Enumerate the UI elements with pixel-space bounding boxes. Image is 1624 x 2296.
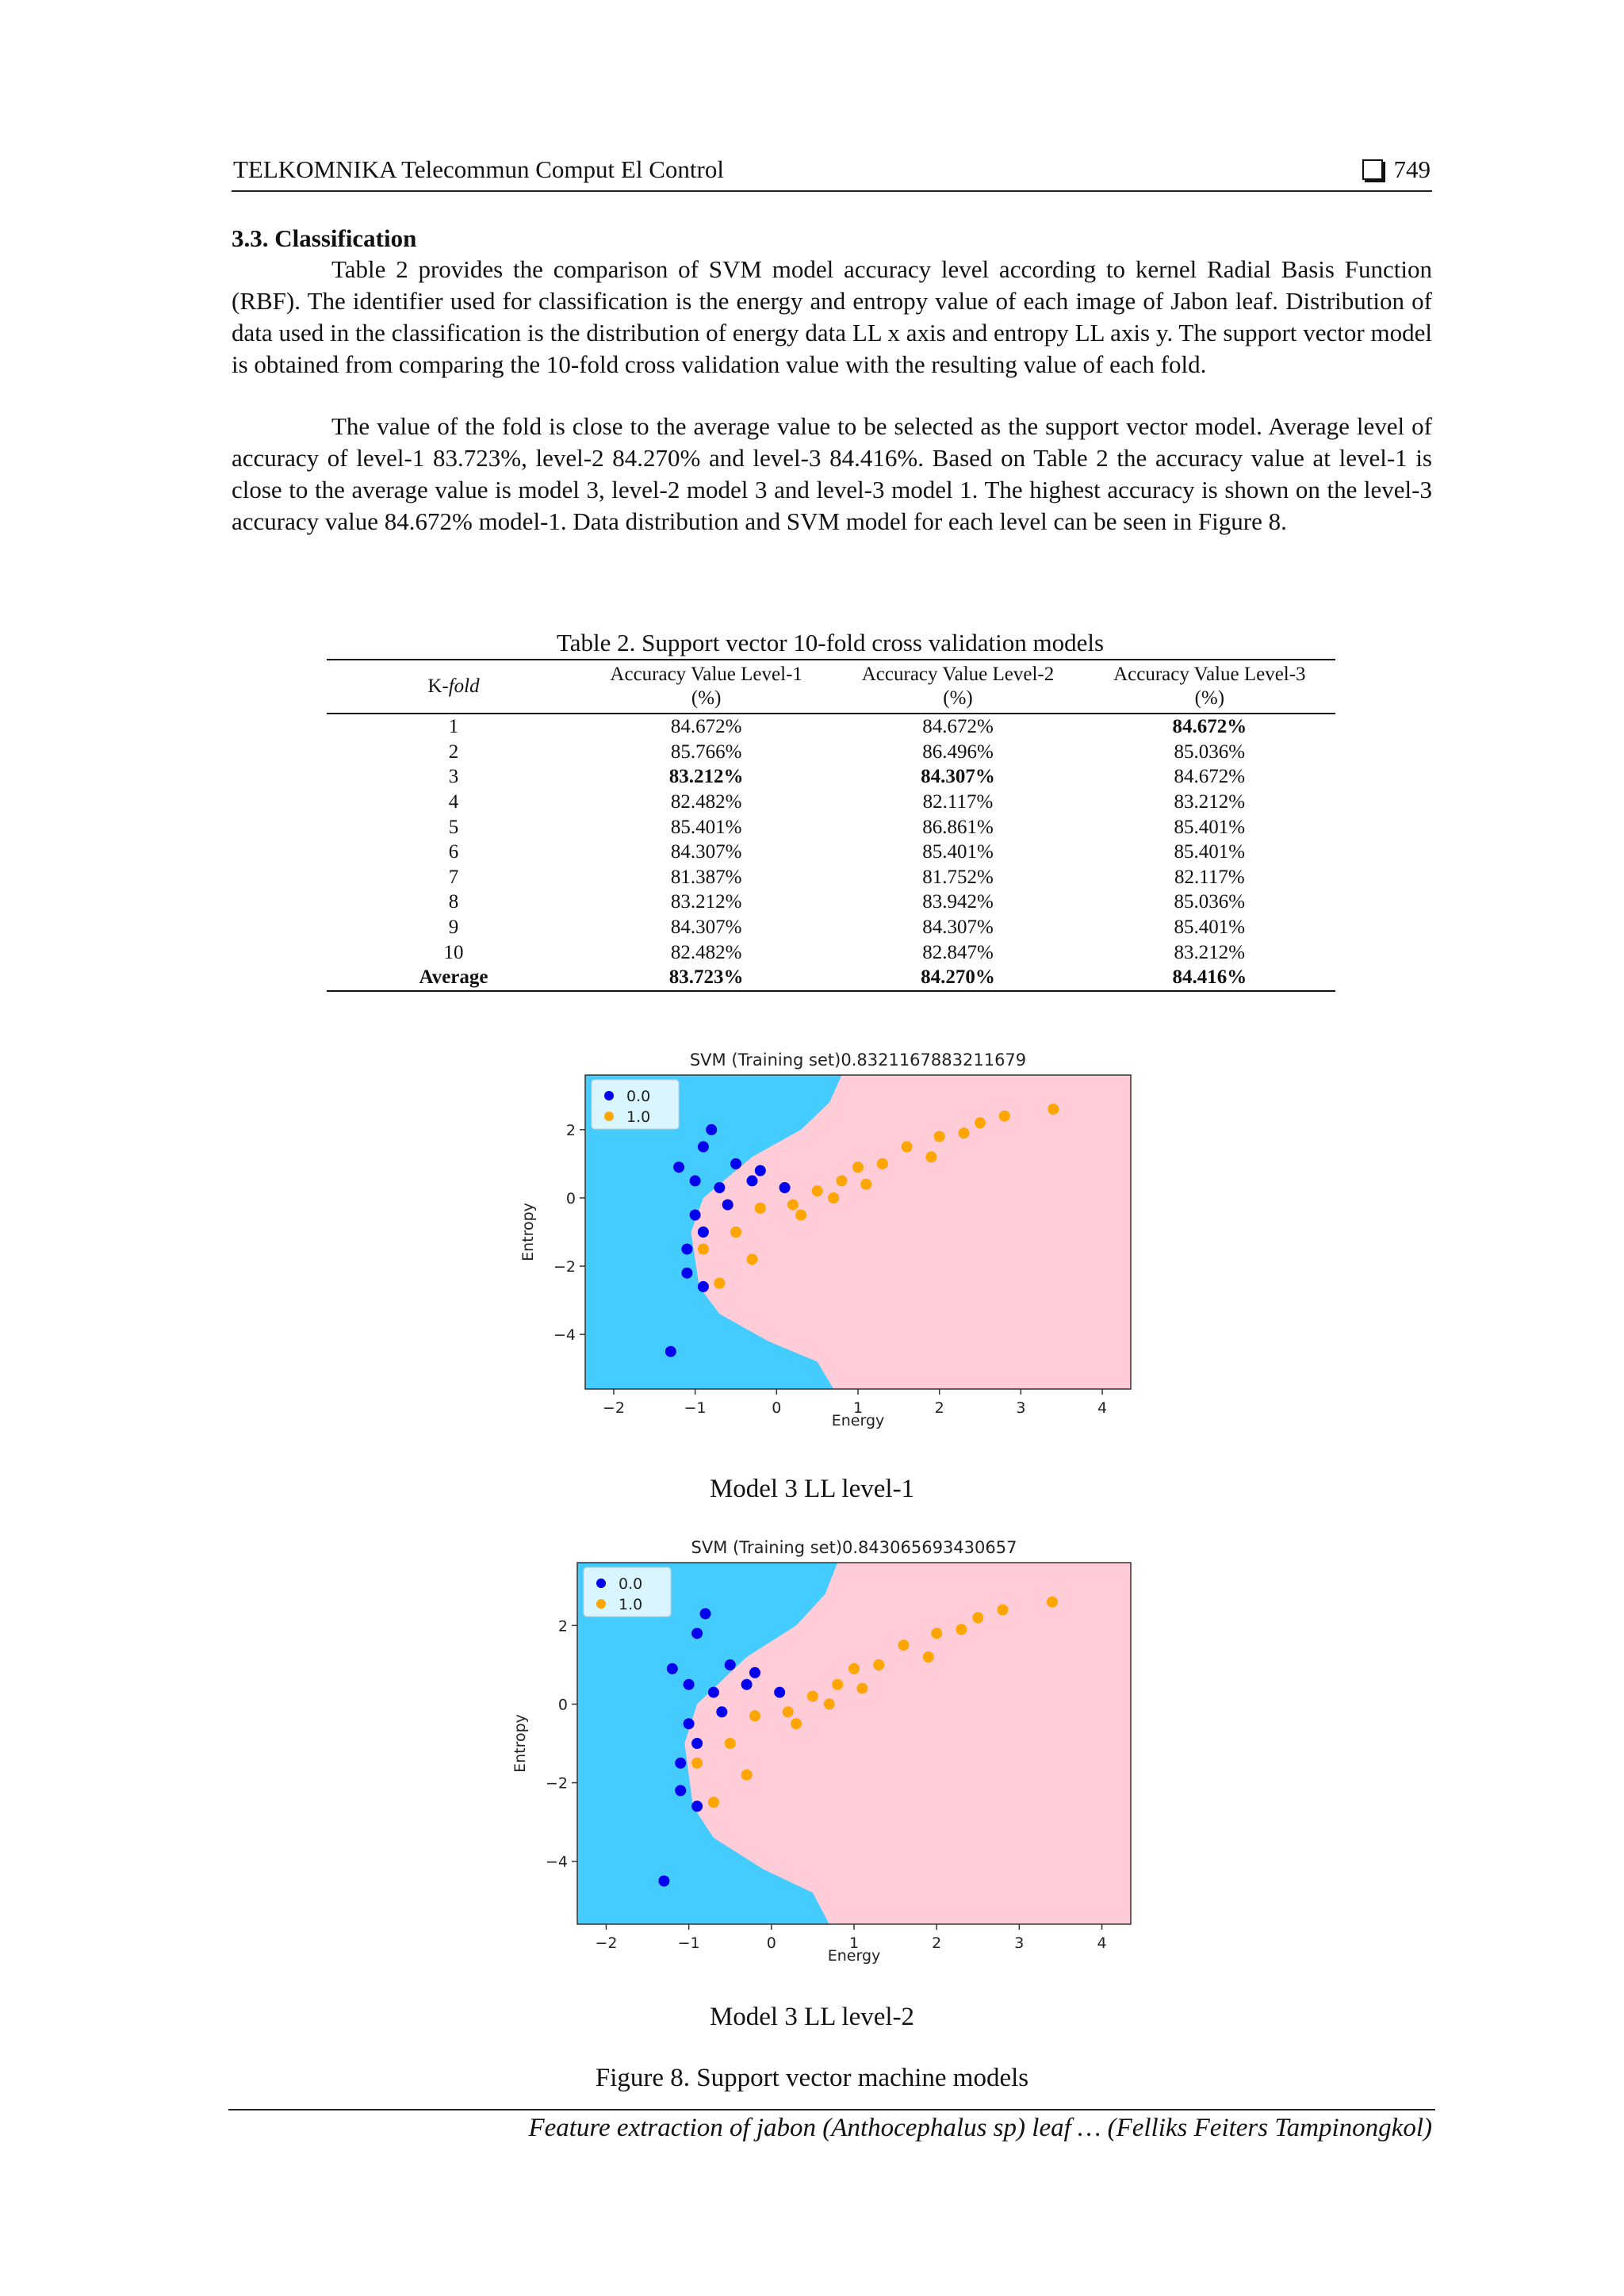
data-point-class-0: [708, 1687, 719, 1698]
accuracy-cell: 82.847%: [922, 941, 994, 963]
legend-label: 0.0: [626, 1088, 651, 1105]
data-point-class-0: [747, 1175, 758, 1186]
data-point-class-1: [998, 1605, 1009, 1616]
data-point-class-0: [673, 1161, 684, 1173]
data-point-class-1: [931, 1628, 942, 1639]
data-point-class-1: [975, 1117, 986, 1128]
data-point-class-1: [848, 1663, 860, 1674]
data-point-class-1: [925, 1151, 936, 1162]
data-point-class-1: [791, 1718, 802, 1729]
y-tick-label: −4: [553, 1326, 576, 1345]
subcaption-level-2: Model 3 LL level-2: [709, 2003, 915, 2031]
data-point-class-1: [959, 1127, 970, 1138]
table-row: [327, 764, 1335, 790]
data-point-class-0: [684, 1679, 695, 1690]
data-point-class-1: [714, 1278, 725, 1289]
x-tick-label: 0: [766, 1934, 776, 1952]
data-point-class-0: [658, 1876, 669, 1887]
data-point-class-0: [690, 1210, 701, 1221]
x-tick-label: 2: [932, 1934, 942, 1952]
page-number: 749: [1393, 155, 1431, 183]
y-axis-label: Entropy: [519, 1203, 537, 1261]
data-point-class-0: [749, 1667, 760, 1678]
data-point-class-1: [691, 1758, 703, 1769]
legend-marker: [596, 1599, 606, 1609]
data-point-class-0: [675, 1758, 686, 1769]
accuracy-cell: 84.307%: [670, 916, 742, 939]
y-tick-label: 0: [565, 1189, 576, 1207]
data-point-class-0: [691, 1628, 703, 1639]
accuracy-cell: 83.212%: [1174, 941, 1246, 963]
data-point-class-0: [698, 1226, 709, 1238]
data-point-class-0: [741, 1679, 753, 1690]
accuracy-cell: 85.036%: [1174, 740, 1246, 763]
header-level-3: Accuracy Value Level-3 (%): [1113, 664, 1306, 709]
table-row: [327, 939, 1335, 965]
legend-label: 1.0: [619, 1596, 643, 1613]
accuracy-cell: 82.482%: [670, 791, 742, 813]
results-table: [327, 659, 1335, 992]
paragraph-2: The value of the fold is close to the average value to be selected as the support vector model. Average level of accuracy of level-1 83.723%, level-2 84.270% and level-3 84.416%. Based on Table 2 the accuracy value at level-1 is close to the average value is model 3, level-2 model 3 and level-3 model 1. The highest accuracy is shown on the level-3 accuracy value 84.672% model-1. Data distribution and SVM model for each level can be seen in Figure 8.: [232, 412, 1432, 535]
x-tick-label: −2: [595, 1934, 618, 1952]
accuracy-cell: 82.117%: [922, 791, 994, 813]
data-point-class-0: [665, 1346, 676, 1357]
kfold-cell: 9: [448, 916, 459, 939]
header-kfold: K-fold: [427, 675, 480, 697]
y-tick-label: 2: [565, 1121, 576, 1139]
section-heading: 3.3. Classification: [232, 224, 417, 252]
accuracy-cell: 84.672%: [922, 716, 994, 738]
table-row: [327, 714, 1335, 740]
accuracy-cell: 81.752%: [922, 866, 994, 888]
x-tick-label: 4: [1097, 1399, 1108, 1417]
data-point-class-1: [783, 1706, 794, 1717]
data-point-class-0: [755, 1165, 766, 1177]
x-tick-label: 4: [1097, 1934, 1107, 1952]
data-point-class-1: [807, 1691, 818, 1702]
data-point-class-0: [691, 1800, 703, 1812]
accuracy-cell: 85.401%: [670, 816, 742, 838]
y-tick-label: −4: [545, 1853, 568, 1871]
journal-title: TELKOMNIKA Telecommun Comput El Control: [233, 155, 724, 183]
kfold-cell: 2: [448, 740, 459, 763]
data-point-class-1: [972, 1612, 983, 1623]
data-point-class-1: [956, 1624, 967, 1635]
data-point-class-1: [824, 1698, 835, 1709]
data-point-class-0: [722, 1200, 733, 1211]
page-number-group: [1362, 155, 1431, 184]
table-caption: Table 2. Support vector 10-fold cross validation models: [556, 629, 1105, 656]
data-point-class-1: [856, 1683, 868, 1694]
footer-rule: [228, 2109, 1435, 2110]
table-row: [327, 740, 1335, 765]
data-point-class-1: [698, 1244, 709, 1255]
kfold-cell: 4: [448, 791, 459, 813]
table-row: [327, 865, 1335, 890]
data-point-class-0: [774, 1687, 785, 1698]
average-label: Average: [419, 966, 488, 989]
accuracy-cell: 83.212%: [668, 766, 744, 788]
x-axis-label: Energy: [831, 1412, 885, 1429]
data-point-class-0: [700, 1608, 711, 1619]
kfold-cell: 10: [443, 941, 464, 963]
paragraph-1: Table 2 provides the comparison of SVM model accuracy level according to kernel Radial Basis Function (RBF). The identifier used for classification is the energy and entropy value of each image of Jabon leaf. Distribution of data used in the classification is the distribution of energy data LL x axis and entropy LL axis y. The support vector model is obtained from comparing the 10-fold cross validation value with the resulting value of each fold.: [232, 255, 1432, 378]
y-tick-label: 0: [557, 1696, 568, 1714]
page-box-icon: [1362, 159, 1383, 180]
x-tick-label: 3: [1014, 1934, 1025, 1952]
y-tick-label: 2: [557, 1617, 568, 1636]
data-point-class-1: [934, 1131, 945, 1142]
average-cell: 84.270%: [921, 966, 995, 989]
x-tick-label: 3: [1016, 1399, 1026, 1417]
kfold-cell: 1: [448, 716, 459, 738]
data-point-class-1: [877, 1158, 888, 1169]
accuracy-cell: 83.942%: [922, 891, 994, 913]
data-point-class-1: [873, 1659, 884, 1670]
data-point-class-1: [902, 1141, 913, 1152]
data-point-class-0: [684, 1718, 695, 1729]
data-point-class-1: [747, 1253, 758, 1265]
accuracy-cell: 85.401%: [1174, 916, 1246, 939]
kfold-cell: 7: [448, 866, 459, 888]
table-row: [327, 814, 1335, 840]
subcaption-level-1: Model 3 LL level-1: [709, 1475, 915, 1503]
data-point-class-1: [749, 1710, 760, 1721]
y-axis-label: Entropy: [511, 1714, 529, 1773]
accuracy-cell: 83.212%: [670, 891, 742, 913]
table-row: [327, 790, 1335, 815]
accuracy-cell: 85.766%: [670, 740, 742, 763]
x-tick-label: −2: [602, 1399, 625, 1417]
x-tick-label: 1: [848, 1934, 860, 1952]
table-row: [327, 890, 1335, 915]
data-point-class-0: [667, 1663, 678, 1674]
data-point-class-0: [716, 1706, 727, 1717]
data-point-class-0: [681, 1244, 692, 1255]
accuracy-cell: 86.496%: [922, 740, 994, 763]
average-cell: 83.723%: [668, 966, 744, 989]
table-average-row: [327, 965, 1335, 991]
svm-chart-level-2: [508, 1534, 1150, 1978]
legend-label: 0.0: [619, 1575, 643, 1593]
data-point-class-0: [730, 1158, 741, 1169]
data-point-class-1: [999, 1111, 1010, 1122]
data-point-class-1: [725, 1738, 736, 1749]
data-point-class-1: [730, 1226, 741, 1238]
chart-title: SVM (Training set)0.843065693430657: [691, 1538, 1017, 1557]
kfold-cell: 8: [448, 891, 459, 913]
data-point-class-0: [706, 1124, 717, 1135]
chart-legend: [584, 1567, 671, 1617]
accuracy-cell: 86.861%: [922, 816, 994, 838]
accuracy-cell: 85.401%: [922, 841, 994, 863]
accuracy-cell: 84.672%: [1174, 766, 1246, 788]
y-tick-label: −2: [553, 1258, 576, 1276]
accuracy-cell: 85.036%: [1174, 891, 1246, 913]
legend-marker: [604, 1112, 614, 1121]
x-tick-label: −1: [677, 1934, 700, 1952]
data-point-class-0: [690, 1175, 701, 1186]
data-point-class-0: [691, 1738, 703, 1749]
data-point-class-0: [779, 1182, 791, 1193]
data-point-class-1: [787, 1200, 799, 1211]
x-tick-label: 1: [852, 1399, 864, 1417]
accuracy-cell: 82.482%: [670, 941, 742, 963]
accuracy-cell: 81.387%: [670, 866, 742, 888]
accuracy-cell: 85.401%: [1174, 841, 1246, 863]
average-cell: 84.416%: [1172, 966, 1247, 989]
accuracy-cell: 84.307%: [922, 916, 994, 939]
data-point-class-1: [812, 1185, 823, 1196]
data-point-class-1: [708, 1797, 719, 1808]
accuracy-cell: 84.307%: [670, 841, 742, 863]
scatter-plot-svg: [508, 1534, 1150, 1978]
data-point-class-1: [1047, 1597, 1058, 1608]
accuracy-cell: 84.672%: [1172, 716, 1247, 738]
data-point-class-0: [681, 1268, 692, 1279]
x-tick-label: 0: [772, 1399, 782, 1417]
figure-caption: Figure 8. Support vector machine models: [595, 2064, 1029, 2092]
accuracy-cell: 85.401%: [1174, 816, 1246, 838]
accuracy-cell: 84.307%: [921, 766, 995, 788]
header-level-2: Accuracy Value Level-2 (%): [861, 664, 1055, 709]
data-point-class-1: [741, 1770, 753, 1781]
data-point-class-1: [832, 1679, 843, 1690]
accuracy-cell: 82.117%: [1174, 866, 1245, 888]
scatter-plot-svg: [515, 1047, 1150, 1443]
table-row: [327, 840, 1335, 865]
data-point-class-1: [828, 1192, 839, 1203]
data-point-class-1: [795, 1210, 806, 1221]
data-point-class-1: [923, 1651, 934, 1663]
x-tick-label: 2: [934, 1399, 944, 1417]
running-footer: Feature extraction of jabon (Anthocephalus sp) leaf … (Felliks Feiters Tampinongkol): [528, 2114, 1432, 2142]
table-row: [327, 915, 1335, 940]
accuracy-cell: 83.212%: [1174, 791, 1246, 813]
data-point-class-0: [675, 1785, 686, 1797]
legend-label: 1.0: [626, 1108, 651, 1126]
data-point-class-0: [714, 1182, 725, 1193]
data-point-class-1: [837, 1175, 848, 1186]
data-point-class-1: [1048, 1104, 1059, 1115]
data-point-class-1: [860, 1179, 871, 1190]
running-header: [232, 151, 1432, 192]
legend-marker: [604, 1091, 614, 1100]
data-point-class-1: [898, 1640, 910, 1651]
svm-chart-level-1: [515, 1047, 1150, 1443]
header-level-1: Accuracy Value Level-1 (%): [610, 664, 802, 709]
x-tick-label: −1: [684, 1399, 707, 1417]
x-axis-label: Energy: [827, 1947, 881, 1965]
data-point-class-0: [698, 1281, 709, 1292]
kfold-cell: 3: [448, 766, 459, 788]
table-body: [327, 714, 1335, 991]
data-point-class-1: [755, 1203, 766, 1214]
legend-marker: [596, 1578, 606, 1588]
kfold-cell: 6: [448, 841, 459, 863]
chart-legend: [592, 1080, 679, 1129]
data-point-class-1: [852, 1161, 864, 1173]
data-point-class-0: [698, 1141, 709, 1152]
table-header-row: [327, 660, 1335, 714]
kfold-cell: 5: [448, 816, 459, 838]
accuracy-cell: 84.672%: [670, 716, 742, 738]
chart-title: SVM (Training set)0.8321167883211679: [689, 1050, 1027, 1070]
y-tick-label: −2: [545, 1774, 568, 1793]
data-point-class-0: [725, 1659, 736, 1670]
